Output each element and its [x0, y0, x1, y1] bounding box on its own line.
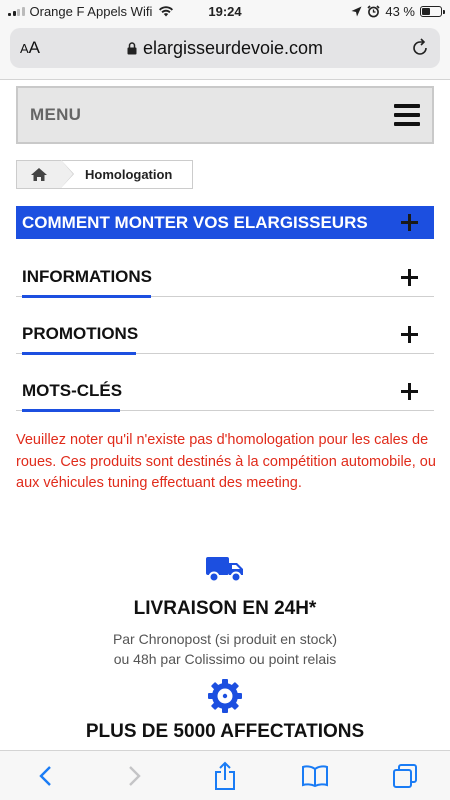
menu-label: MENU: [30, 105, 82, 124]
text-size-button[interactable]: AA: [20, 38, 41, 57]
chevron-right-icon: [128, 765, 142, 787]
back-button[interactable]: [25, 756, 65, 796]
breadcrumb-home[interactable]: [17, 161, 61, 188]
plus-icon[interactable]: [401, 383, 418, 400]
menu-bar[interactable]: [16, 86, 434, 144]
accordion-underline: [22, 409, 120, 412]
gear-icon: [207, 678, 243, 714]
url-field[interactable]: [10, 28, 440, 68]
home-icon: [30, 167, 48, 182]
feature-title: PLUS DE 5000 AFFECTATIONS: [85, 721, 365, 742]
bookmarks-button[interactable]: [295, 756, 335, 796]
homologation-notice: Veuillez noter qu'il n'existe pas d'homologation pour les cales de roues. Ces produits sont destinés à la compétition automobile, ou aux véhicules tuning effectuant des meeting.: [16, 432, 436, 491]
book-icon: [301, 764, 329, 788]
accordion-keywords[interactable]: [16, 373, 434, 411]
feature-subtitle: Par Chronopost (si produit en stock): [112, 631, 338, 647]
feature-delivery: [0, 553, 450, 669]
feature-subtitle: ou 48h par Colissimo ou point relais: [113, 651, 337, 667]
carrier-name: Orange F Appels Wifi: [29, 3, 153, 19]
feature-title: LIVRAISON EN 24H*: [133, 598, 317, 619]
accordion-title: COMMENT MONTER VOS ELARGISSEURS: [22, 212, 368, 232]
breadcrumb-current: Homologation: [85, 167, 173, 182]
plus-icon[interactable]: [401, 269, 418, 286]
feature-affectations: [0, 678, 450, 743]
share-icon: [213, 761, 237, 791]
plus-icon[interactable]: [401, 326, 418, 343]
url-text: elargisseurdevoie.com: [142, 37, 324, 58]
alarm-icon: [367, 5, 380, 18]
forward-button[interactable]: [115, 756, 155, 796]
browser-address-bar: [0, 22, 450, 80]
signal-icon: [8, 6, 25, 16]
accordion-title: MOTS-CLÉS: [22, 380, 123, 400]
battery-icon: [420, 6, 442, 17]
accordion-promotions[interactable]: [16, 316, 434, 354]
accordion-title: PROMOTIONS: [22, 323, 139, 343]
url-display[interactable]: [10, 38, 440, 59]
wifi-icon: [158, 5, 174, 17]
tabs-icon: [392, 763, 418, 789]
clock: 19:24: [208, 3, 242, 19]
status-bar: [0, 0, 450, 22]
accordion-how-to-mount[interactable]: [16, 206, 434, 239]
browser-toolbar: [0, 750, 450, 800]
battery-percent: 43 %: [385, 3, 415, 19]
accordion-informations[interactable]: [16, 259, 434, 297]
accordion-underline: [22, 352, 136, 355]
plus-icon[interactable]: [401, 214, 418, 231]
tabs-button[interactable]: [385, 756, 425, 796]
reload-icon[interactable]: [410, 38, 430, 58]
hamburger-icon[interactable]: [394, 104, 420, 126]
share-button[interactable]: [205, 756, 245, 796]
breadcrumb: [16, 160, 193, 189]
accordion-title: INFORMATIONS: [22, 266, 153, 286]
accordion-underline: [22, 295, 151, 298]
location-arrow-icon: [351, 6, 362, 17]
lock-icon: [127, 42, 137, 55]
truck-icon: [205, 553, 245, 585]
chevron-left-icon: [38, 765, 52, 787]
